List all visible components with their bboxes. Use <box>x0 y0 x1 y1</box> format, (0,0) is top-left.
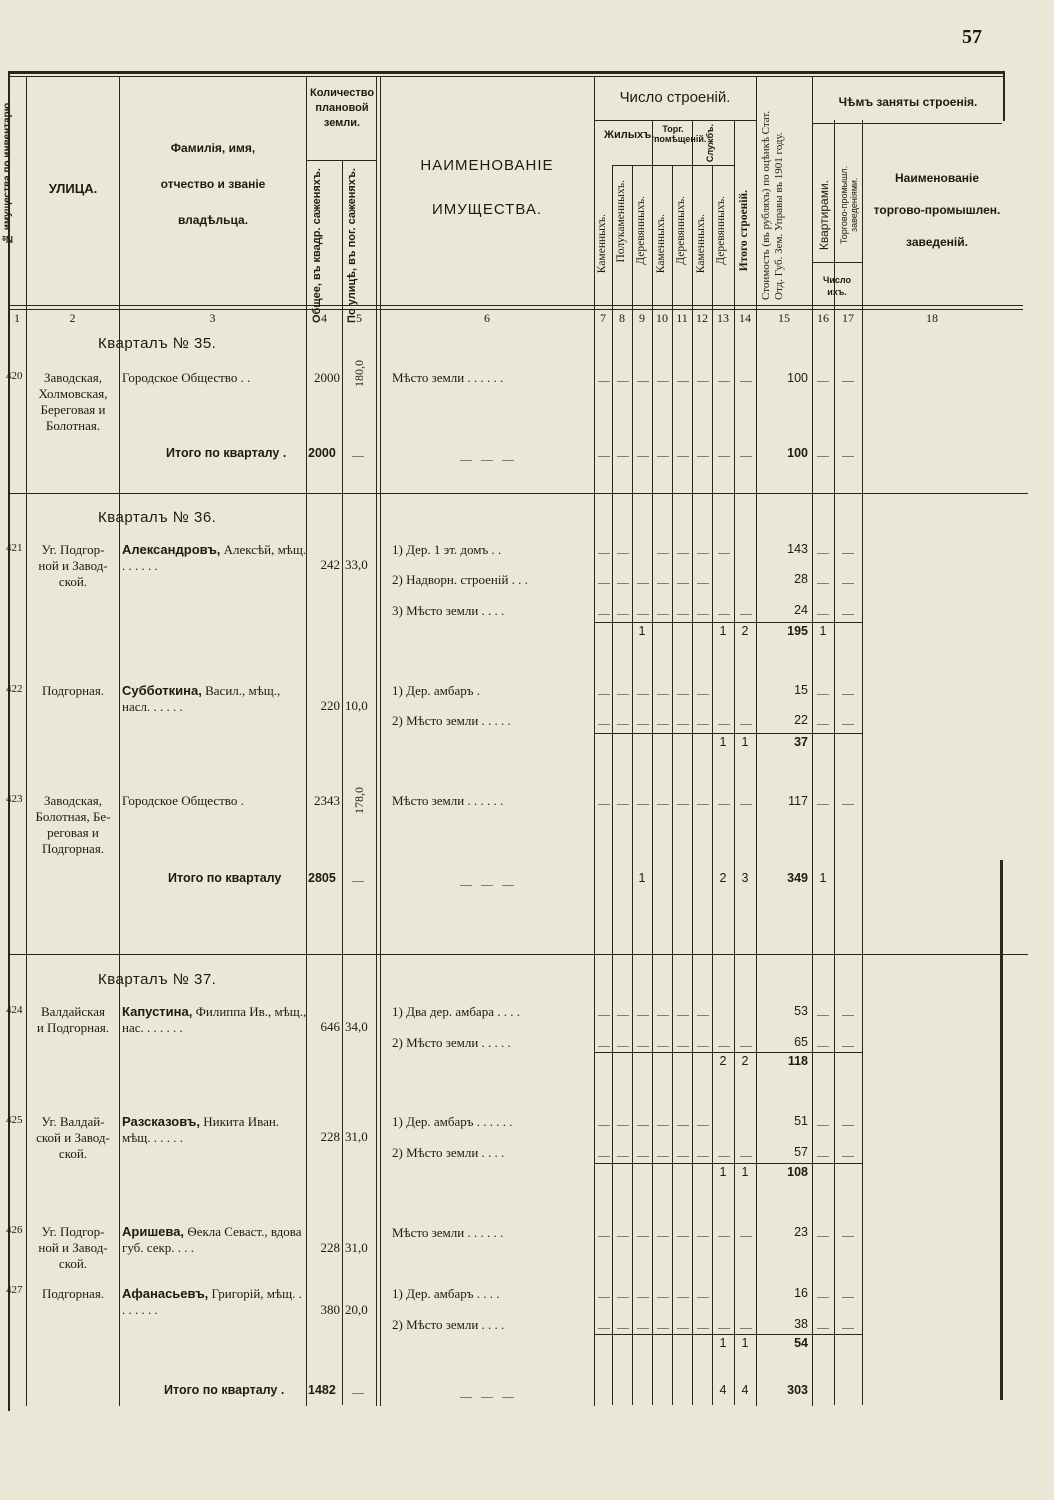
empty-cell-dash: — <box>598 575 610 589</box>
empty-cell-dash: — <box>718 1228 730 1242</box>
empty-cell-dash: — <box>817 1228 829 1242</box>
quarter-title: Кварталъ № 35. <box>98 335 217 352</box>
header-owner: Фамилія, имя, отчество и званіе владѣльца. <box>160 141 266 228</box>
empty-cell-dash: — <box>842 373 854 387</box>
empty-cell-dash: — <box>657 606 669 620</box>
empty-cell-dash: — <box>697 1228 709 1242</box>
empty-cell-dash: — <box>617 575 629 589</box>
header-c8: Полукаменныхъ. <box>615 180 627 263</box>
empty-cell-dash: — <box>697 1038 709 1052</box>
empty-cell-dash: — <box>842 448 854 462</box>
empty-cell-dash: — <box>637 1320 649 1334</box>
empty-cell-dash: — <box>617 1038 629 1052</box>
empty-cell-dash: — <box>617 716 629 730</box>
empty-cell-dash: — <box>817 373 829 387</box>
empty-cell-dash: — <box>817 1117 829 1131</box>
empty-cell-dash: — <box>617 1007 629 1021</box>
empty-cell-dash: — <box>718 373 730 387</box>
empty-cell-dash: — <box>697 448 709 462</box>
empty-cell-dash: — <box>817 686 829 700</box>
header-c10: Каменныхъ. <box>655 214 667 274</box>
empty-cell-dash: — <box>637 448 649 462</box>
empty-cell-dash: — <box>598 1320 610 1334</box>
empty-cell-dash: — <box>718 1320 730 1334</box>
empty-cell-dash: — <box>677 448 689 462</box>
empty-cell-dash: — <box>677 545 689 559</box>
quarter-title: Кварталъ № 37. <box>98 971 217 988</box>
empty-cell-dash: — <box>697 1320 709 1334</box>
page-number: 57 <box>962 26 982 48</box>
empty-cell-dash: — <box>657 373 669 387</box>
empty-cell-dash: — <box>637 575 649 589</box>
empty-cell-dash: — <box>598 796 610 810</box>
total-dash: — — — <box>460 452 514 466</box>
empty-cell-dash: — <box>657 716 669 730</box>
empty-cell-dash: — <box>598 1007 610 1021</box>
empty-cell-dash: — <box>617 448 629 462</box>
empty-cell-dash: — <box>817 1289 829 1303</box>
empty-cell-dash: — <box>740 1148 752 1162</box>
total-dash: — <box>352 1385 364 1399</box>
empty-cell-dash: — <box>617 1148 629 1162</box>
empty-cell-dash: — <box>598 373 610 387</box>
empty-cell-dash: — <box>697 796 709 810</box>
empty-cell-dash: — <box>718 606 730 620</box>
empty-cell-dash: — <box>598 686 610 700</box>
empty-cell-dash: — <box>657 686 669 700</box>
empty-cell-dash: — <box>677 686 689 700</box>
empty-cell-dash: — <box>617 1117 629 1131</box>
empty-cell-dash: — <box>657 1320 669 1334</box>
empty-cell-dash: — <box>598 448 610 462</box>
empty-cell-dash: — <box>677 606 689 620</box>
empty-cell-dash: — <box>637 686 649 700</box>
empty-cell-dash: — <box>817 1007 829 1021</box>
empty-cell-dash: — <box>637 796 649 810</box>
empty-cell-dash: — <box>842 575 854 589</box>
empty-cell-dash: — <box>817 796 829 810</box>
empty-cell-dash: — <box>842 686 854 700</box>
empty-cell-dash: — <box>617 796 629 810</box>
empty-cell-dash: — <box>657 796 669 810</box>
empty-cell-dash: — <box>817 716 829 730</box>
empty-cell-dash: — <box>842 545 854 559</box>
empty-cell-dash: — <box>617 686 629 700</box>
empty-cell-dash: — <box>842 716 854 730</box>
empty-cell-dash: — <box>697 606 709 620</box>
header-land-streets: По улицѣ, въ пог. саженяхъ. <box>346 168 358 323</box>
total-dash: — — — <box>460 877 514 891</box>
empty-cell-dash: — <box>740 373 752 387</box>
header-value: Стоимость (въ рубляхъ) по оцѣнкѣ Стат. Отд. Губ. Зем. Управы въ 1901 году. <box>760 110 785 300</box>
empty-cell-dash: — <box>617 1289 629 1303</box>
empty-cell-dash: — <box>842 1038 854 1052</box>
empty-cell-dash: — <box>677 1117 689 1131</box>
total-dash: — <box>352 873 364 887</box>
empty-cell-dash: — <box>842 1148 854 1162</box>
empty-cell-dash: — <box>740 606 752 620</box>
empty-cell-dash: — <box>677 1289 689 1303</box>
header-trade-estab: Торгово-промышл. заведеніями. <box>839 165 859 245</box>
empty-cell-dash: — <box>817 1320 829 1334</box>
empty-cell-dash: — <box>817 606 829 620</box>
empty-cell-dash: — <box>637 1228 649 1242</box>
quarter-title: Кварталъ № 36. <box>98 509 217 526</box>
empty-cell-dash: — <box>740 796 752 810</box>
header-inventory-no: № имущества по инвентарю. <box>2 100 13 245</box>
header-buildings: Число строеній. <box>619 89 731 106</box>
header-land-group: Количество плановой земли. <box>310 87 375 129</box>
header-c13: Деревянныхъ. <box>715 196 727 265</box>
empty-cell-dash: — <box>697 716 709 730</box>
empty-cell-dash: — <box>657 1038 669 1052</box>
empty-cell-dash: — <box>677 1038 689 1052</box>
empty-cell-dash: — <box>637 1148 649 1162</box>
total-dash: — <box>352 448 364 462</box>
empty-cell-dash: — <box>697 545 709 559</box>
header-estab-name: Наименованіе торгово-промышлен. заведеній. <box>873 171 1001 250</box>
empty-cell-dash: — <box>740 716 752 730</box>
empty-cell-dash: — <box>598 545 610 559</box>
empty-cell-dash: — <box>677 1320 689 1334</box>
empty-cell-dash: — <box>697 1289 709 1303</box>
empty-cell-dash: — <box>617 1228 629 1242</box>
empty-cell-dash: — <box>677 1007 689 1021</box>
empty-cell-dash: — <box>657 1117 669 1131</box>
empty-cell-dash: — <box>677 1228 689 1242</box>
empty-cell-dash: — <box>718 796 730 810</box>
empty-cell-dash: — <box>817 1148 829 1162</box>
empty-cell-dash: — <box>842 1320 854 1334</box>
empty-cell-dash: — <box>740 1320 752 1334</box>
empty-cell-dash: — <box>637 1117 649 1131</box>
empty-cell-dash: — <box>617 1320 629 1334</box>
empty-cell-dash: — <box>842 796 854 810</box>
empty-cell-dash: — <box>718 1148 730 1162</box>
empty-cell-dash: — <box>817 1038 829 1052</box>
empty-cell-dash: — <box>740 1038 752 1052</box>
empty-cell-dash: — <box>598 716 610 730</box>
header-c9: Деревянныхъ. <box>635 196 647 265</box>
empty-cell-dash: — <box>697 686 709 700</box>
header-c7: Каменныхъ. <box>596 214 608 274</box>
empty-cell-dash: — <box>718 448 730 462</box>
header-c12: Каменныхъ. <box>695 214 707 274</box>
empty-cell-dash: — <box>740 1228 752 1242</box>
empty-cell-dash: — <box>637 1007 649 1021</box>
header-trade: Торг. помѣщеній. <box>654 124 707 145</box>
header-residential: Жилыхъ. <box>604 129 655 141</box>
empty-cell-dash: — <box>842 1117 854 1131</box>
empty-cell-dash: — <box>677 575 689 589</box>
empty-cell-dash: — <box>598 1289 610 1303</box>
empty-cell-dash: — <box>598 1038 610 1052</box>
empty-cell-dash: — <box>657 1148 669 1162</box>
empty-cell-dash: — <box>817 575 829 589</box>
header-usage: Чѣмъ заняты строенія. <box>838 95 978 109</box>
empty-cell-dash: — <box>740 448 752 462</box>
total-dash: — — — <box>460 1389 514 1403</box>
header-service: Службъ. <box>705 124 715 163</box>
empty-cell-dash: — <box>617 545 629 559</box>
empty-cell-dash: — <box>817 448 829 462</box>
header-street: УЛИЦА. <box>48 181 98 196</box>
empty-cell-dash: — <box>637 373 649 387</box>
empty-cell-dash: — <box>637 716 649 730</box>
empty-cell-dash: — <box>637 1038 649 1052</box>
header-property: НАИМЕНОВАНІЕ ИМУЩЕСТВА. <box>420 157 554 219</box>
empty-cell-dash: — <box>637 1289 649 1303</box>
empty-cell-dash: — <box>657 1289 669 1303</box>
empty-cell-dash: — <box>697 575 709 589</box>
empty-cell-dash: — <box>657 1007 669 1021</box>
empty-cell-dash: — <box>677 716 689 730</box>
empty-cell-dash: — <box>718 545 730 559</box>
empty-cell-dash: — <box>657 448 669 462</box>
header-c11: Деревянныхъ. <box>675 196 687 265</box>
empty-cell-dash: — <box>697 1148 709 1162</box>
header-apartments: Квартирами. <box>817 180 831 251</box>
empty-cell-dash: — <box>657 1228 669 1242</box>
empty-cell-dash: — <box>842 1228 854 1242</box>
empty-cell-dash: — <box>718 716 730 730</box>
empty-cell-dash: — <box>677 373 689 387</box>
empty-cell-dash: — <box>842 1289 854 1303</box>
empty-cell-dash: — <box>598 606 610 620</box>
empty-cell-dash: — <box>697 1007 709 1021</box>
empty-cell-dash: — <box>598 1228 610 1242</box>
header-c14: Итого строеній. <box>738 190 750 272</box>
header-count: Число ихъ. <box>823 275 851 298</box>
empty-cell-dash: — <box>637 606 649 620</box>
empty-cell-dash: — <box>677 796 689 810</box>
empty-cell-dash: — <box>598 1117 610 1131</box>
empty-cell-dash: — <box>697 373 709 387</box>
empty-cell-dash: — <box>718 1038 730 1052</box>
empty-cell-dash: — <box>817 545 829 559</box>
header-land-total: Общее, въ квадр. саженяхъ. <box>311 168 323 323</box>
empty-cell-dash: — <box>677 1148 689 1162</box>
empty-cell-dash: — <box>842 606 854 620</box>
empty-cell-dash: — <box>697 1117 709 1131</box>
empty-cell-dash: — <box>617 373 629 387</box>
empty-cell-dash: — <box>842 1007 854 1021</box>
empty-cell-dash: — <box>657 545 669 559</box>
empty-cell-dash: — <box>617 606 629 620</box>
empty-cell-dash: — <box>598 1148 610 1162</box>
empty-cell-dash: — <box>657 575 669 589</box>
